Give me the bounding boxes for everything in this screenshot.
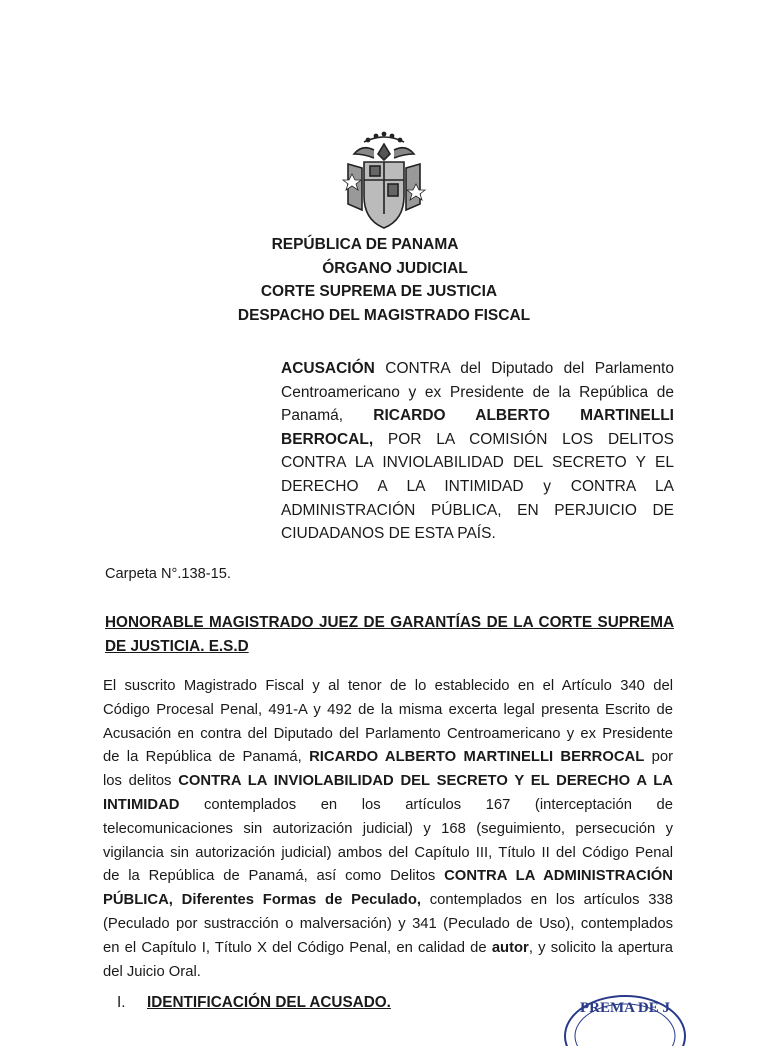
accusation-line: DERECHO A LA INTIMIDAD y CONTRA LA [281, 477, 674, 495]
accusation-line [281, 428, 674, 452]
accusation-label: ACUSACIÓN [281, 360, 375, 377]
paragraph-line: (Peculado por sustracción o malversación) y 341 (Peculado de Uso), contemplados [103, 915, 673, 932]
accused-name: RICARDO ALBERTO MARTINELLI BERROCAL [309, 749, 645, 766]
case-folder-number: Carpeta N°.138-15. [105, 566, 231, 582]
paragraph-text: de la República de Panamá, [103, 749, 310, 766]
addressee-line [105, 635, 674, 659]
accusation-text: CONTRA del Diputado del Parlamento [374, 360, 674, 377]
accusation-text: Panamá, [281, 407, 374, 425]
paragraph-line [103, 770, 673, 794]
section-title: IDENTIFICACIÓN DEL ACUSADO. [147, 994, 391, 1011]
header-republic: REPÚBLICA DE PANAMA [271, 236, 459, 253]
paragraph-text: los delitos [103, 773, 179, 790]
header-organ: ÓRGANO JUDICIAL [322, 259, 468, 277]
crime-name: CONTRA LA INVIOLABILIDAD DEL SECRETO Y EL DERECHO A LA [178, 773, 673, 790]
paragraph-text: contemplados en los artículos 338 [420, 892, 673, 909]
accusation-line [281, 404, 674, 428]
header-court: CORTE SUPREMA DE JUSTICIA [260, 283, 498, 301]
paragraph-line [103, 889, 673, 913]
accusation-line: CIUDADANOS DE ESTA PAÍS. [281, 525, 496, 543]
addressee-text: HONORABLE MAGISTRADO JUEZ DE GARANTÍAS DE LA CORTE SUPREMA [105, 614, 674, 631]
accused-name: RICARDO ALBERTO MARTINELLI [373, 407, 674, 425]
paragraph-text: de la República de Panamá, así como Delitos [103, 868, 445, 885]
accusation-text: POR LA COMISIÓN LOS DELITOS [373, 430, 674, 448]
paragraph-text: contemplados en los artículos 167 (interceptación de [179, 796, 673, 813]
accusation-line: Centroamericano y ex Presidente de la República de [281, 383, 674, 401]
paragraph-text: por [644, 749, 673, 766]
paragraph-text: , y solicito la apertura [528, 939, 674, 956]
accusation-line: CONTRA LA INVIOLABILIDAD DEL SECRETO Y EL [281, 454, 674, 472]
court-stamp-icon [560, 986, 690, 1046]
paragraph-line: del Juicio Oral. [103, 963, 201, 980]
section-number: I. [117, 994, 126, 1011]
paragraph-line [103, 794, 673, 818]
addressee-heading [105, 611, 674, 659]
paragraph-line [103, 746, 673, 770]
header-office: DESPACHO DEL MAGISTRADO FISCAL [237, 306, 531, 324]
crime-name: CONTRA LA ADMINISTRACIÓN [444, 868, 673, 885]
crime-name: PÚBLICA, Diferentes Formas de Peculado, [103, 892, 421, 909]
section-heading [117, 994, 391, 1012]
paragraph-text: en el Capítulo I, Título X del Código Penal, en calidad de [103, 939, 492, 956]
accused-surname: BERROCAL, [281, 430, 374, 448]
paragraph-line: vigilancia sin autorización judicial) ambos del Capítulo III, Título II del Código Penal [103, 844, 673, 861]
accusation-line [281, 357, 674, 381]
paragraph-line: Código Procesal Penal, 491-A y 492 de la misma excerta legal presenta Escrito de [103, 701, 673, 718]
accusation-line: ADMINISTRACIÓN PÚBLICA, EN PERJUICIO DE [281, 501, 674, 519]
stamp-text: PREMA DE J [580, 1000, 670, 1016]
body-paragraph [103, 675, 673, 984]
addressee-text: DE JUSTICIA. E.S.D [105, 638, 249, 655]
accusation-summary [281, 357, 674, 546]
paragraph-line: telecomunicaciones sin autorización judicial) y 168 (seguimiento, persecución y [103, 820, 673, 837]
paragraph-line: El suscrito Magistrado Fiscal y al tenor de lo establecido en el Artículo 340 del [103, 678, 673, 694]
addressee-line [105, 611, 674, 635]
paragraph-line: Acusación en contra del Diputado del Parlamento Centroamericano y ex Presidente [103, 725, 673, 742]
role-term: autor [491, 939, 529, 956]
paragraph-line [103, 937, 673, 961]
paragraph-line [103, 865, 673, 889]
coat-of-arms-icon [334, 124, 434, 232]
document-header [160, 233, 608, 327]
crime-name: INTIMIDAD [103, 796, 180, 813]
